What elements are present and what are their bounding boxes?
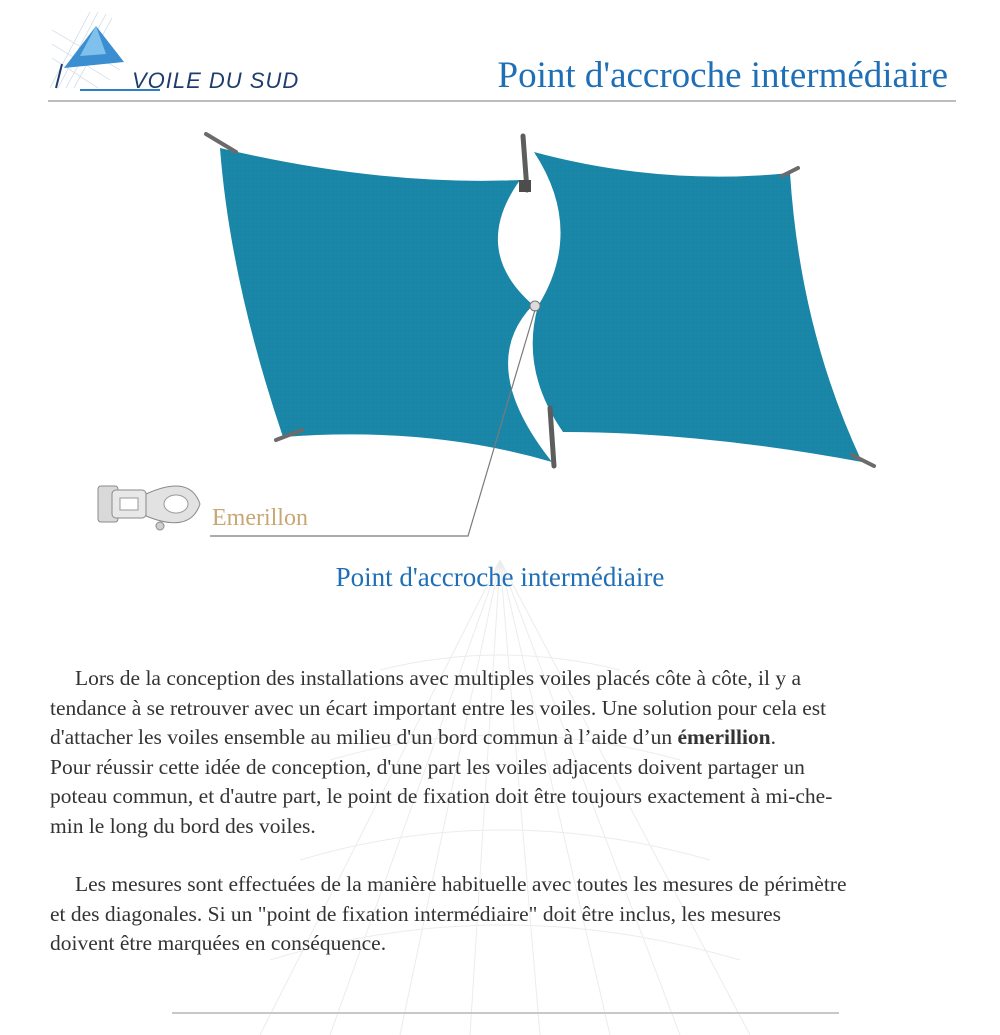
text-span: . <box>770 725 776 749</box>
sail-left <box>220 148 552 462</box>
footer-divider <box>172 1012 839 1014</box>
brand-logo[interactable] <box>50 10 300 95</box>
text-line: Lors de la conception des installations avec multiples voiles placés côte à côte, il y a <box>75 666 801 690</box>
text-line: Pour réussir cette idée de conception, d'une part les voiles adjacents doivent partager un <box>50 754 805 779</box>
text-line: doivent être marquées en conséquence. <box>50 931 387 955</box>
text-line: tendance à se retrouver avec un écart important entre les voiles. Une solution pour cela est <box>50 695 827 720</box>
sail-right <box>533 152 862 462</box>
shade-sails-illustration <box>0 110 1000 550</box>
paragraph-1 <box>50 664 960 841</box>
logo-text: VOILE DU SUD <box>132 68 300 93</box>
page-title: Point d'accroche intermédiaire <box>497 55 948 96</box>
swivel-icon <box>98 486 200 530</box>
text-span: d'attacher les voiles ensemble au milieu d'un bord commun à l’aide d’un <box>50 725 678 749</box>
header-divider <box>48 100 956 102</box>
illustration-caption: Point d'accroche intermédiaire <box>335 562 665 592</box>
text-line: et des diagonales. Si un "point de fixation intermédiaire" doit être inclus, les mesures <box>50 901 782 926</box>
text-line: min le long du bord des voiles. <box>50 813 316 838</box>
text-line: Les mesures sont effectuées de la manière habituelle avec toutes les mesures de périmètre <box>75 872 847 896</box>
swivel-label: Emerillon <box>212 505 308 531</box>
emphasis-swivel: émerillion <box>677 725 771 749</box>
text-line <box>50 723 960 753</box>
paragraph-2 <box>50 870 960 959</box>
text-line: poteau commun, et d'autre part, le point de fixation doit être toujours exactement à mi-che- <box>50 784 833 808</box>
